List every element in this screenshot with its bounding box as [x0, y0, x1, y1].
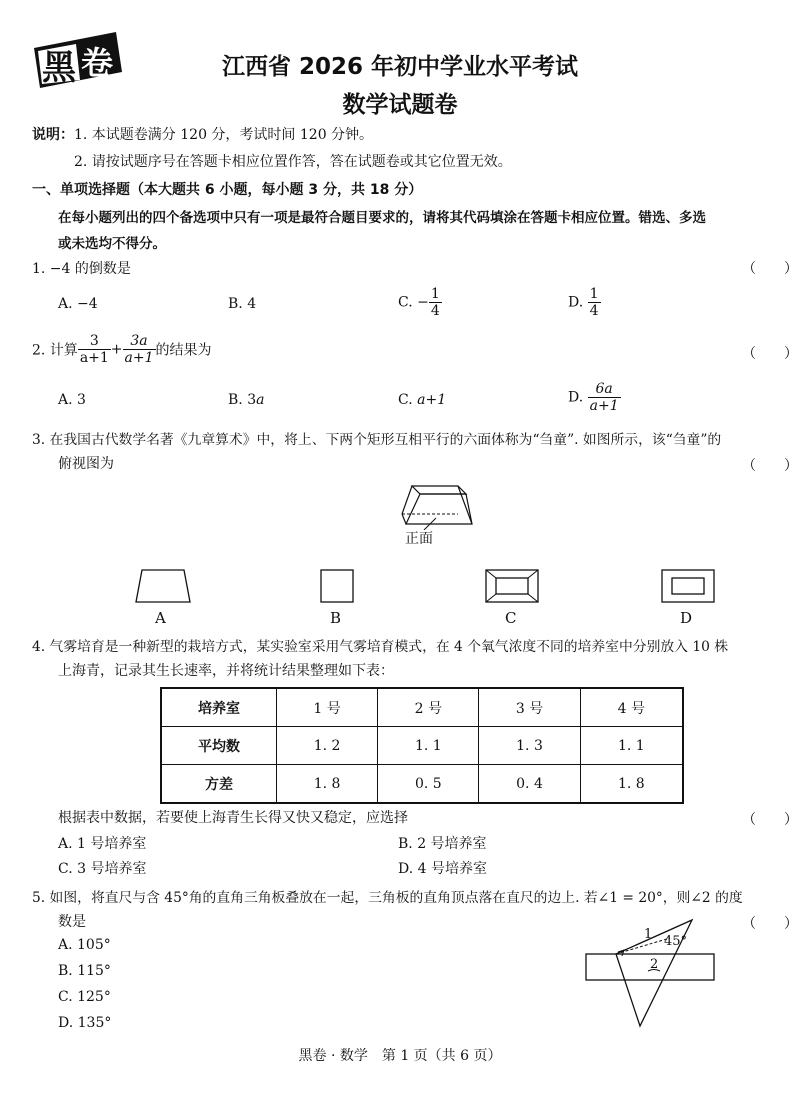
angle-2-label: 2 [650, 957, 659, 972]
table-row-label: 方差 [161, 765, 277, 804]
q3-option-b-label: B [330, 609, 342, 627]
q4-option-b: B. 2 号培养室 [398, 836, 487, 852]
table-cell: 1. 2 [277, 727, 378, 765]
q4-stem-cont: 上海青，记录其生长速率，并将统计结果整理如下表： [58, 663, 394, 679]
q3-option-d-label: D [680, 609, 693, 627]
q2-option-c: C. a+1 [398, 392, 447, 408]
data-table [160, 687, 684, 804]
q3-answer-paren: （ ） [742, 458, 798, 474]
angle-1-label: 1 [644, 927, 653, 942]
section-title: 一、单项选择题（本大题共 6 小题，每小题 3 分，共 18 分） [32, 182, 423, 198]
note-item-1: 1. 本试题卷满分 120 分，考试时间 120 分钟。 [74, 127, 374, 143]
section-instructions: 在每小题列出的四个备选项中只有一项是最符合题目要求的，请将其代码填涂在答题卡相应位置。错选、多选 [58, 210, 706, 226]
table-header-row [161, 688, 683, 727]
table-header-cell: 4 号 [580, 688, 683, 727]
q5-answer-paren: （ ） [742, 916, 798, 932]
table-row [161, 727, 683, 765]
q2-option-a: A. 3 [58, 392, 86, 408]
table-cell: 0. 5 [378, 765, 479, 804]
q5-option-b: B. 115° [58, 963, 111, 979]
note-item-2: 2. 请按试题序号在答题卡相应位置作答，答在试题卷或其它位置无效。 [74, 154, 512, 170]
table-header-cell: 培养室 [161, 688, 277, 727]
frustum-figure [398, 478, 478, 534]
svg-text:黑: 黑 [42, 48, 76, 88]
table-header-cell: 1 号 [277, 688, 378, 727]
q5-stem: 5. 如图，将直尺与含 45°角的直角三角板叠放在一起，三角板的直角顶点落在直尺的边上. 若∠1 = 20°，则∠2 的度 [32, 890, 743, 906]
page-footer: 黑卷 · 数学 第 1 页（共 6 页） [298, 1048, 502, 1064]
table-header-cell: 3 号 [479, 688, 580, 727]
q3-option-c-label: C [505, 609, 517, 627]
q4-option-d: D. 4 号培养室 [398, 861, 487, 877]
q1-option-c: C. − $\frac{1}{4}$ [398, 286, 440, 320]
q1-option-d: D. $\frac{1}{4}$ [568, 286, 599, 320]
svg-text:卷: 卷 [81, 44, 114, 82]
q1-answer-paren: （ ） [742, 261, 798, 277]
front-view-label: 正面 [405, 531, 433, 547]
table-header-cell: 2 号 [378, 688, 479, 727]
exam-subtitle: 数学试题卷 [342, 92, 458, 118]
notes-label: 说明：1. 本试题卷满分 120 分，考试时间 120 分钟。 [32, 127, 374, 143]
q2-option-b: B. 3a [228, 392, 265, 408]
q3-option-c-figure [484, 568, 540, 608]
q3-option-a-figure [134, 568, 192, 608]
q4-option-a: A. 1 号培养室 [58, 836, 147, 852]
q3-option-b-figure [319, 568, 355, 608]
table-cell: 1. 1 [378, 727, 479, 765]
angle-45-label: 45° [664, 934, 688, 949]
table-row [161, 765, 683, 804]
q5-option-a: A. 105° [58, 937, 111, 953]
q5-option-d: D. 135° [58, 1015, 112, 1031]
q5-stem-cont: 数是 [58, 914, 86, 930]
q2-stem: 2. 计算 $\frac{3}{a+1}$ + $\frac{3a}{a+1}$ 的结果为 [32, 333, 212, 367]
q3-stem: 3. 在我国古代数学名著《九章算术》中，将上、下两个矩形互相平行的六面体称为“刍童”. 如图所示，该“刍童”的 [32, 432, 722, 448]
q2-answer-paren: （ ） [742, 346, 798, 362]
table-cell: 1. 8 [277, 765, 378, 804]
table-row-label: 平均数 [161, 727, 277, 765]
table-cell: 1. 8 [580, 765, 683, 804]
q3-stem-cont: 俯视图为 [58, 456, 114, 472]
q1-option-a: A. −4 [58, 296, 98, 312]
q4-stem: 4. 气雾培育是一种新型的栽培方式，某实验室采用气雾培育模式，在 4 个氧气浓度不同的培养室中分别放入 10 株 [32, 639, 729, 655]
exam-title: 江西省 2026 年初中学业水平考试 [221, 54, 579, 80]
q3-option-d-figure [660, 568, 716, 608]
q2-option-d: D. $\frac{6a}{a+1}$ [568, 381, 619, 415]
q1-stem: 1. −4 的倒数是 [32, 261, 131, 277]
q4-answer-paren: （ ） [742, 812, 798, 828]
q4-question: 根据表中数据，若要使上海青生长得又快又稳定，应选择 [58, 810, 408, 826]
table-cell: 0. 4 [479, 765, 580, 804]
section-instructions-cont: 或未选均不得分。 [58, 236, 166, 252]
q1-option-b: B. 4 [228, 296, 257, 312]
ruler-triangle-figure [582, 918, 722, 1034]
q5-option-c: C. 125° [58, 989, 111, 1005]
table-cell: 1. 1 [580, 727, 683, 765]
table-cell: 1. 3 [479, 727, 580, 765]
q3-option-a-label: A [155, 609, 166, 627]
q4-option-c: C. 3 号培养室 [58, 861, 147, 877]
